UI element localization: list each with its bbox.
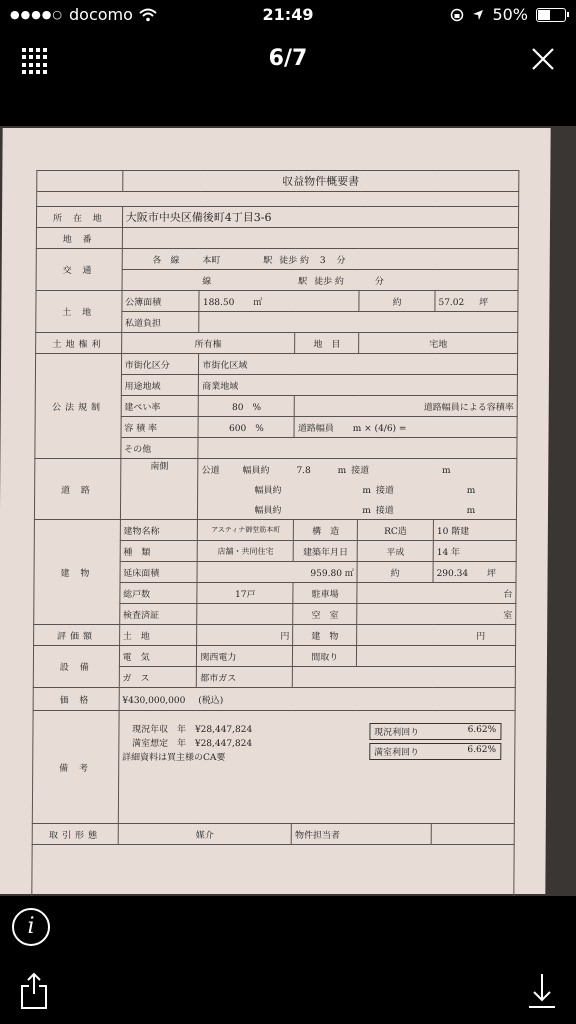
land-area-value: 188.50 [202,297,235,308]
sqm-unit: ㎡ [253,297,263,308]
location-value: 大阪市中央区備後町4丁目3-6 [122,207,518,228]
land-category-value: 宅地 [359,333,518,354]
meter-unit: m [466,485,476,496]
current-income-label: 現況年収 [132,725,169,735]
status-bar [0,0,576,30]
minute-unit: 分 [374,276,384,287]
vacancy-label: 空 室 [293,604,357,625]
bldg-name-label: 建物名称 [120,520,198,541]
land-right-value: 所有権 [121,333,295,354]
location-arrow-icon [472,9,484,21]
carrier-name: docomo [69,5,133,24]
download-button[interactable] [526,970,558,1010]
walk-label: 徒歩 約 [314,276,344,287]
agent-label: 物件担当者 [291,824,431,845]
road-contact: 接道 [351,465,370,476]
walk-label: 徒歩 約 [279,255,310,266]
line-name: 線 [202,276,212,287]
gas-label: ガ ス [119,667,197,688]
price-label: 価 格 [33,688,119,711]
vacancy-unit: 室 [357,604,516,625]
city-zone-value: 市街化区域 [199,354,518,375]
floor-area-value: 959.80 ㎡ [197,562,357,583]
document-photo [0,128,551,894]
private-road-label: 私道負担 [121,312,199,333]
close-button[interactable] [530,46,556,72]
floor-area-label: 延床面積 [120,562,198,583]
current-income-value: ¥28,447,824 [194,725,253,735]
gas-value: 都市ガス [197,667,293,688]
lot-label: 地 番 [36,228,122,249]
built-year: 14 年 [433,541,516,562]
full-income-label: 満室想定 [132,739,169,749]
page-indicator: 6/7 [268,46,308,71]
road-width-label: 道路幅員 [297,423,334,434]
parking-unit: 台 [357,583,516,604]
type-label: 種 類 [120,541,198,562]
valuation-building-label: 建 物 [293,625,357,646]
property-summary-table [31,170,519,896]
building-label: 建 物 [34,520,120,625]
full-yield-label: 満室利回り [373,748,420,758]
other-label: その他 [121,438,199,459]
built-label: 建築年月日 [293,541,357,562]
detail-note: 詳細資料は買主様のCA要 [121,753,226,763]
city-zone-label: 市街化区分 [121,354,199,375]
station-name: 本町 [202,255,221,266]
trade-label: 取引形態 [32,824,118,845]
station-suffix: 駅 [298,276,308,287]
share-button[interactable] [18,970,50,1010]
electric-label: 電 気 [119,646,197,667]
floors-value: 10 階建 [433,520,516,541]
minute-unit: 分 [336,255,346,266]
land-area-label: 公簿面積 [122,291,200,312]
info-button[interactable]: i [12,908,50,946]
yen-unit: 円 [357,625,516,646]
road-contact: 接道 [375,485,394,496]
photo-viewer[interactable] [0,126,576,896]
approx-label: 約 [359,291,435,312]
road-width-approx: 幅員約 [254,485,282,496]
bcr-label: 建ぺい率 [121,396,199,417]
viewer-header [0,30,576,90]
location-label: 所 在 地 [36,207,122,228]
battery-percent: 50% [492,5,528,24]
floor-tsubo-value: 290.34 [436,568,469,579]
road-contact: 接道 [375,505,394,516]
year-unit: 年 [176,739,187,749]
use-zone-value: 商業地域 [199,375,518,396]
valuation-label: 評価額 [34,625,120,646]
road-width-value: 7.8 [296,465,311,476]
viewer-toolbar [0,896,576,1024]
full-income-value: ¥28,447,824 [194,739,253,749]
use-zone-label: 用途地域 [121,375,199,396]
road-label: 道 路 [34,459,120,520]
price-value: ¥430,000,000 [122,695,186,706]
far-label: 容 積 率 [121,417,199,438]
far-value: 600 % [198,417,294,438]
land-right-label: 土地権利 [36,333,122,354]
land-category-label: 地 目 [295,333,359,354]
station-suffix: 駅 [263,255,273,266]
clock: 21:49 [262,5,314,24]
road-width-formula: m × (4/6) = [352,423,407,434]
doc-title: 収益物件概要書 [122,171,518,192]
land-tsubo-value: 57.02 [438,297,465,308]
rotation-lock-icon [450,8,464,22]
land-label: 土 地 [36,291,122,333]
units-label: 総戸数 [120,583,198,604]
valuation-land-label: 土 地 [119,625,197,646]
year-unit: 年 [177,725,187,735]
road-side: 南側 [120,459,198,520]
structure-value: RC造 [358,520,434,541]
meter-unit: m [441,465,451,476]
line-name: 各 線 [152,255,180,266]
parking-label: 駐車場 [293,583,357,604]
meter-unit: m [362,485,372,496]
type-value: 店舗・共同住宅 [198,541,294,562]
electric-value: 関西電力 [197,646,293,667]
bldg-name-value: アスティナ御堂筋本町 [198,520,294,541]
trade-value: 媒介 [118,824,292,845]
units-value: 17戸 [197,583,293,604]
built-era: 平成 [357,541,433,562]
yen-unit: 円 [197,625,293,646]
current-yield-label: 現況利回り [374,728,420,738]
tsubo-unit: 坪 [486,568,497,579]
tsubo-unit: 坪 [479,297,489,308]
facility-label: 設 備 [33,646,119,688]
regulation-label: 公法規制 [35,354,121,459]
price-tax: (税込) [198,695,224,706]
road-type: 公道 [201,465,220,476]
road-far-note: 道路幅員による容積率 [294,396,517,417]
road-width-approx: 幅員約 [254,505,282,516]
walk-minutes: 3 [319,255,326,266]
remarks-label: 備 考 [32,711,118,824]
bcr-value: 80 % [199,396,295,417]
battery-icon [536,8,566,22]
road-width-approx: 幅員約 [242,465,270,476]
structure-label: 構 造 [294,520,358,541]
transport-label: 交 通 [36,249,122,291]
meter-unit: m [362,505,371,516]
layout-label: 間取り [293,646,357,667]
meter-unit: m [337,465,347,476]
meter-unit: m [466,505,476,516]
signal-strength-icon: ●●●●○ [10,8,63,21]
inspection-label: 検査済証 [119,604,197,625]
current-yield-value: 6.62% [467,725,497,735]
approx-label: 約 [357,562,433,583]
full-yield-value: 6.62% [467,745,497,755]
